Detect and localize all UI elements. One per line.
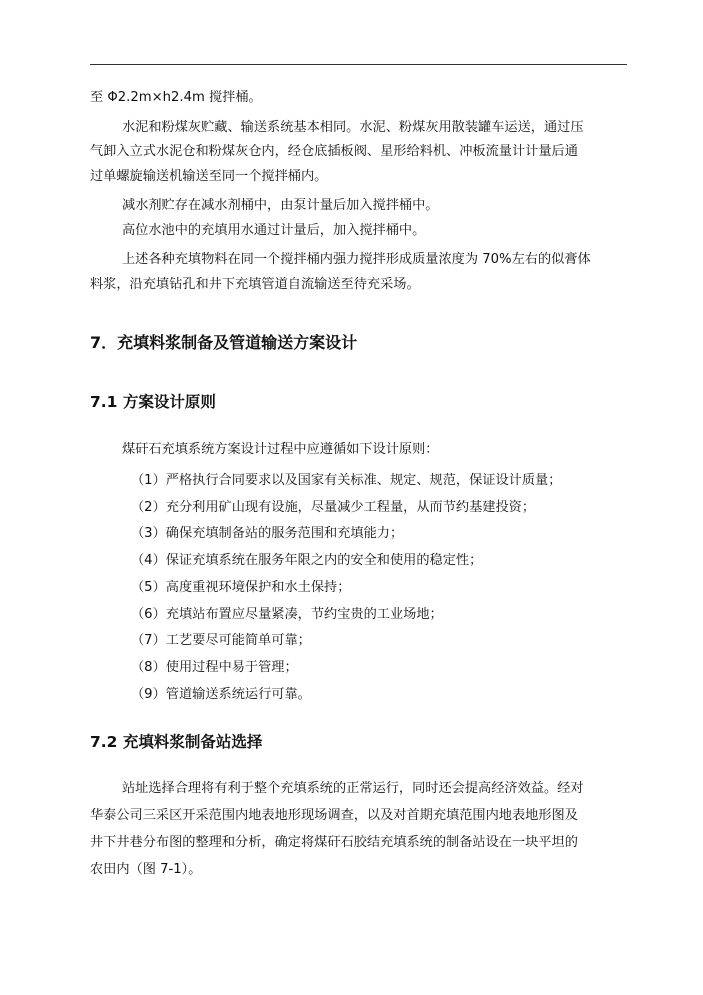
section-heading-7-2: 7.2 充填料浆制备站选择 <box>90 733 263 751</box>
text-line: 气卸入立式水泥仓和粉煤灰仓内，经仓底插板阀、星形给料机、冲板流量计计量后通 <box>90 144 578 159</box>
text-line: 华泰公司三采区开采范围内地表地形现场调查，以及对首期充填范围内地表地形图及 <box>90 808 578 823</box>
list-item: （6）充填站布置应尽量紧凑，节约宝贵的工业场地； <box>131 607 443 622</box>
list-item: （5）高度重视环境保护和水土保持； <box>131 580 351 595</box>
text-line: 水泥和粉煤灰贮藏、输送系统基本相同。水泥、粉煤灰用散装罐车运送，通过压 <box>122 120 584 135</box>
header-rule <box>90 64 627 65</box>
text-line: 上述各种充填物料在同一个搅拌桶内强力搅拌形成质量浓度为 70%左右的似膏体 <box>122 252 591 267</box>
principles-intro: 煤矸石充填系统方案设计过程中应遵循如下设计原则： <box>122 442 439 457</box>
text-line: 农田内（图 7-1）。 <box>90 862 202 877</box>
paragraph-water-reducer: 减水剂贮存在减水剂桶中，由泵计量后加入搅拌桶中。 <box>122 198 439 213</box>
text-line: 料浆，沿充填钻孔和井下充填管道自流输送至待充采场。 <box>90 277 420 292</box>
text-line: 站址选择合理将有利于整个充填系统的正常运行，同时还会提高经济效益。经对 <box>122 781 584 796</box>
list-item: （9）管道输送系统运行可靠。 <box>131 687 311 702</box>
list-item: （8）使用过程中易于管理； <box>131 660 298 675</box>
text-line: 井下井巷分布图的整理和分析，确定将煤矸石胶结充填系统的制备站设在一块平坦的 <box>90 835 578 850</box>
paragraph-continuation: 至 Φ2.2m×h2.4m 搅拌桶。 <box>90 90 262 105</box>
text-line: 过单螺旋输送机输送至同一个搅拌桶内。 <box>90 169 328 184</box>
section-heading-7: 7．充填料浆制备及管道输送方案设计 <box>90 333 358 352</box>
list-item: （1）严格执行合同要求以及国家有关标准、规定、规范，保证设计质量； <box>131 473 562 488</box>
list-item: （7）工艺要尽可能简单可靠； <box>131 633 311 648</box>
paragraph-water-supply: 高位水池中的充填用水通过计量后，加入搅拌桶中。 <box>122 223 426 238</box>
section-heading-7-1: 7.1 方案设计原则 <box>90 393 216 411</box>
list-item: （3）确保充填制备站的服务范围和充填能力； <box>131 526 404 541</box>
list-item: （4）保证充填系统在服务年限之内的安全和使用的稳定性； <box>131 553 483 568</box>
list-item: （2）充分利用矿山现有设施，尽量减少工程量，从而节约基建投资； <box>131 500 536 515</box>
